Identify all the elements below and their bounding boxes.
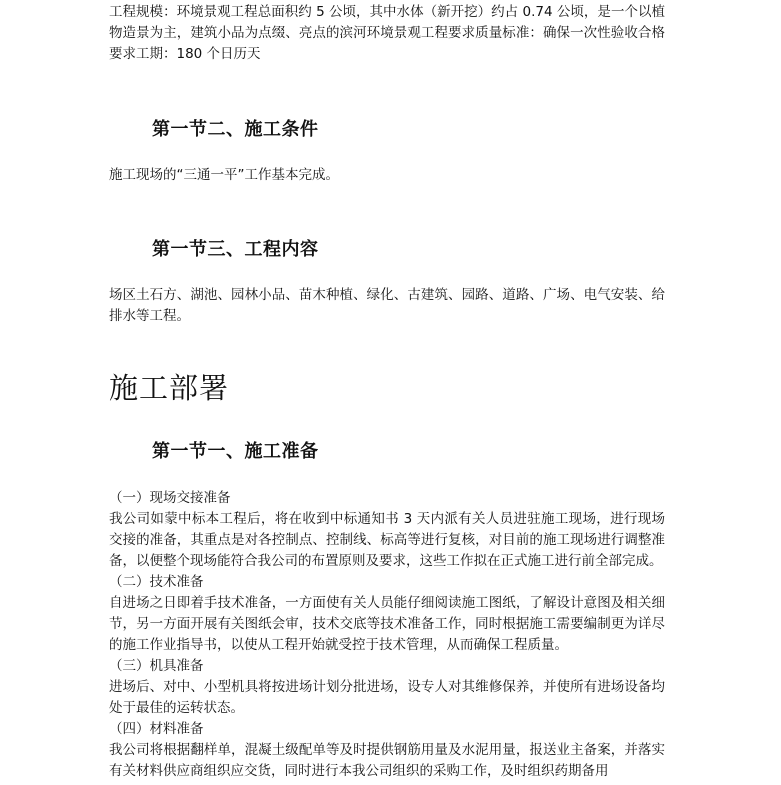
- paragraph-materials: 我公司将根据翻样单，混凝土级配单等及时提供钢筋用量及水泥用量，报送业主备案，并落实有关材料供应商组织应交货，同时进行本我公司组织的采购工作，及时组织药期备用: [109, 742, 665, 779]
- section-heading-conditions: 第一节二、施工条件: [152, 119, 319, 140]
- section-heading-content: 第一节三、工程内容: [152, 239, 319, 260]
- section-heading-prepare: 第一节一、施工准备: [152, 441, 319, 462]
- subheading-equipment: （三）机具准备: [109, 658, 204, 674]
- content-paragraph: 场区土石方、湖池、园林小品、苗木种植、绿化、古建筑、园路、道路、广场、电气安装、给排水等工程。: [109, 287, 665, 324]
- chapter-title: 施工部署: [109, 371, 230, 405]
- prepare-block: [109, 488, 665, 782]
- project-scale-paragraph: 工程规模：环境景观工程总面积约 5 公顷，其中水体（新开挖）约占 0.74 公顷，是一个以植物造景为主，建筑小品为点缀、亮点的滨河环境景观工程要求质量标准：确保一次性验收合格要求工期：180 个日历天: [109, 4, 665, 62]
- subheading-site-handover: （一）现场交接准备: [109, 490, 231, 506]
- paragraph-technical: 自进场之日即着手技术准备，一方面使有关人员能仔细阅读施工图纸，了解设计意图及相关细节，另一方面开展有关图纸会审，技术交底等技术准备工作，同时根据施工需要编制更为详尽的施工作业指导书，以使从工程开始就受控于技术管理，从而确保工程质量。: [109, 595, 665, 653]
- subheading-technical: （二）技术准备: [109, 574, 204, 590]
- conditions-paragraph: 施工现场的“三通一平”工作基本完成。: [109, 167, 339, 183]
- paragraph-equipment: 进场后、对中、小型机具将按进场计划分批进场，设专人对其维修保养，并使所有进场设备均处于最佳的运转状态。: [109, 679, 665, 716]
- paragraph-site-handover: 我公司如蒙中标本工程后，将在收到中标通知书 3 天内派有关人员进驻施工现场，进行现场交接的准备，其重点是对各控制点、控制线、标高等进行复核，对目前的施工现场进行调整准备，以便整个现场能符合我公司的布置原则及要求，这些工作拟在正式施工进行前全部完成。: [109, 511, 665, 569]
- subheading-materials: （四）材料准备: [109, 721, 204, 737]
